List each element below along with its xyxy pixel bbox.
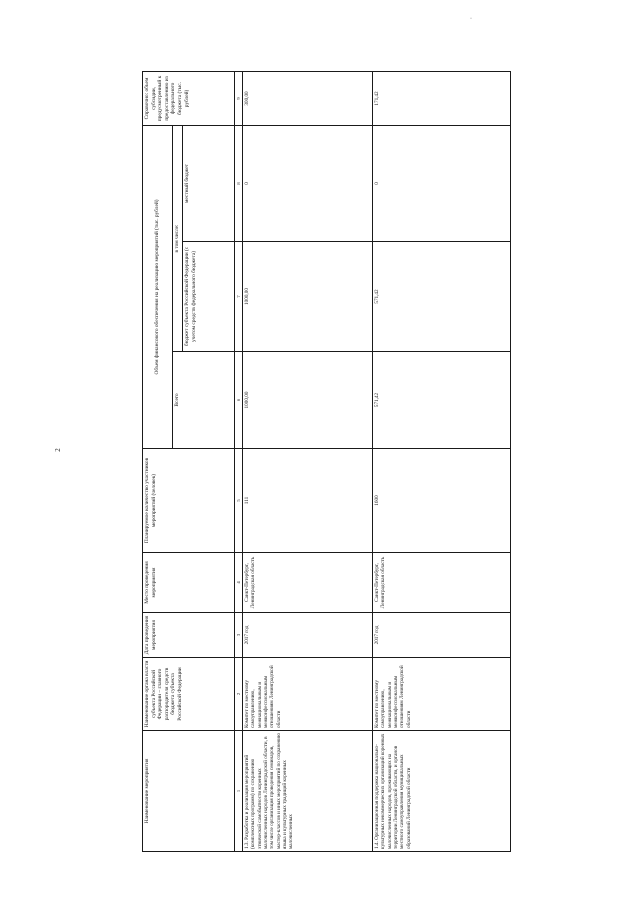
row-date: 2017 год xyxy=(373,613,511,658)
col-number: 7 xyxy=(235,242,243,352)
col-number: 3 xyxy=(235,613,243,658)
rotated-table-wrapper xyxy=(142,72,509,852)
col-number: 6 xyxy=(235,352,243,449)
stray-mark: · xyxy=(470,16,472,22)
header-participants: Планируемое количество участников мероприятий (человек) xyxy=(143,449,235,553)
row-place: Санкт-Петербург, Ленинградская область xyxy=(243,553,373,613)
row-name: 1.3. Разработка и реализация мероприятий (комплексных программ) по сохранению этнической самобытности коренных малочисленных народов Ленинградской области, в том числе организация проведения семинаров, мастер-классов и иных мероприятий по сохранению языка и культурных традиций коренных малочисленных xyxy=(243,731,373,852)
header-funding: Объем финансового обеспечения на реализацию мероприятий (тыс. рублей) xyxy=(143,125,173,448)
row-regional: 1000,00 xyxy=(243,242,373,352)
header-place: Место проведения мероприятия xyxy=(143,553,235,613)
col-number: 9 xyxy=(235,71,243,125)
row-regional: 571,42 xyxy=(373,242,511,352)
row-place: Санкт-Петербург, Ленинградская область xyxy=(373,553,511,613)
header-regional: бюджет субъекта Российской Федерации (с учетом средств федерального бюджета) xyxy=(183,242,235,352)
col-number: 2 xyxy=(235,658,243,731)
header-local: местный бюджет xyxy=(183,125,235,241)
row-name: 1.4. Организационная поддержка национально-культурных некоммерческих организаций коренных малочисленных народов, проживающих на территории Ленинградской области, и органов местного самоуправления муниципальных образований Ленинградской области xyxy=(373,731,511,852)
col-number: 8 xyxy=(235,125,243,241)
row-reference: 171,42 xyxy=(373,71,511,125)
header-name: Наименование мероприятия xyxy=(143,731,235,852)
row-total: 571,42 xyxy=(373,352,511,449)
col-number: 1 xyxy=(235,731,243,852)
row-participants: 1600 xyxy=(373,449,511,553)
header-incl: в том числе: xyxy=(173,125,183,351)
row-reference: 300,00 xyxy=(243,71,373,125)
header-total: Всего xyxy=(173,352,235,449)
row-total: 1000,00 xyxy=(243,352,373,449)
col-number: 4 xyxy=(235,553,243,613)
page-number: 2 xyxy=(53,448,62,452)
row-participants: 111 xyxy=(243,449,373,553)
row-date: 2017 год xyxy=(243,613,373,658)
table-row xyxy=(373,71,511,851)
table-row xyxy=(243,71,373,851)
row-local: 0 xyxy=(373,125,511,241)
col-number: 5 xyxy=(235,449,243,553)
row-body: Комитет по местному самоуправлению, межнациональным и межконфессиональным отношениям Ленинградской области xyxy=(243,658,373,731)
header-date: Дата проведения мероприятия xyxy=(143,613,235,658)
row-local: 0 xyxy=(243,125,373,241)
header-body: Наименование органа власти субъекта Российской Федерации – главного распорядителя средств бюджета субъекта Российской Федерации xyxy=(143,658,235,731)
funding-table xyxy=(142,71,511,852)
header-reference: Справочно: объем субсидии, предусмотренный к предоставлению из федерального бюджета (тыс. рублей) xyxy=(143,71,235,125)
row-body: Комитет по местному самоуправлению, межнациональным и межконфессиональным отношениям Ленинградской области xyxy=(373,658,511,731)
